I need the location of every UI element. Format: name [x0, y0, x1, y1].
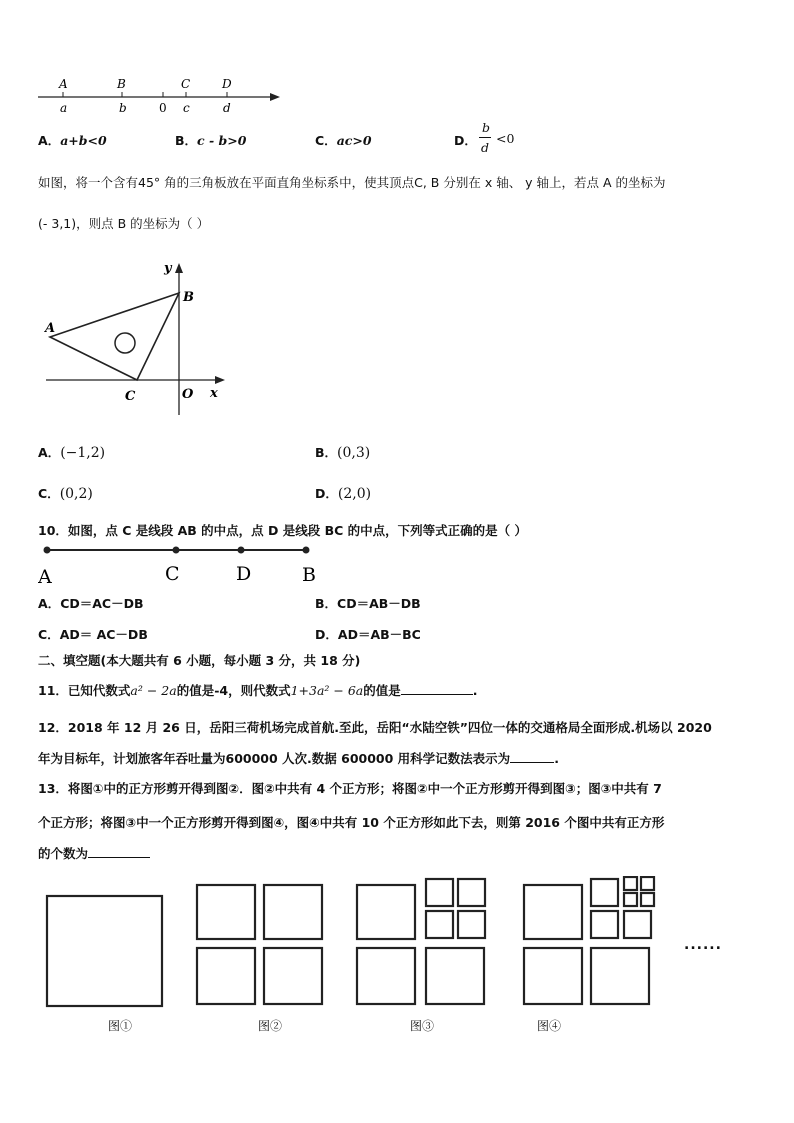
q9-triangle-figure [40, 255, 240, 425]
segment-label-A: A [38, 566, 52, 588]
q8-option-a: A．a+b<0 [38, 133, 107, 148]
value-label-d: d [223, 101, 231, 115]
q13-text-line2: 个正方形；将图③中一个正方形剪开得到图④，图④中共有 10 个正方形如此下去，则第 2016 个图中共有正方形 [38, 815, 665, 830]
q10-option-b: B．CD＝AB－DB [315, 596, 421, 611]
value-label-zero: 0 [159, 101, 167, 115]
q9-option-a: A．(−1,2) [38, 445, 106, 461]
q13-text-line3: 的个数为 [38, 844, 150, 862]
point-label-A: A [59, 77, 68, 91]
point-label-B: B [117, 77, 126, 91]
value-label-b: b [119, 101, 127, 115]
q13-squares-figure [40, 876, 760, 1008]
q9-option-c: C．(0,2) [38, 486, 93, 502]
section-heading-fill-in: 二、填空题(本大题共有 6 小题，每小题 3 分，共 18 分) [38, 653, 361, 668]
q10-option-d: D．AD＝AB－BC [315, 627, 421, 642]
point-label-C: C [181, 77, 191, 91]
q10-option-c: C．AD＝ AC－DB [38, 627, 148, 642]
q12-text-line1: 12．2018 年 12 月 26 日，岳阳三荷机场完成首航.至此，岳阳“水陆空铁”四位一体的交通格局全面形成.机场以 2020 [38, 720, 712, 735]
caption-fig2: 图② [258, 1019, 283, 1033]
axis-label-y: y [164, 261, 172, 276]
number-line-figure [30, 70, 290, 118]
q9-text-line2: (- 3,1)，则点 B 的坐标为（ ） [38, 216, 210, 231]
point-label-D: D [222, 77, 232, 91]
value-label-a: a [60, 101, 68, 115]
q9-text-line1: 如图，将一个含有45° 角的三角板放在平面直角坐标系中，使其顶点C, B 分别在 x 轴、 y 轴上，若点 A 的坐标为 [38, 175, 666, 190]
q11-text: 11．已知代数式a² − 2a的值是-4，则代数式1+3a² − 6a的值是 . [38, 683, 478, 698]
q8-option-b: B．c - b>0 [175, 133, 247, 148]
q10-segment-figure [38, 540, 328, 588]
q10-option-a: A．CD＝AC－DB [38, 596, 144, 611]
segment-label-D: D [236, 563, 252, 585]
axis-label-x: x [210, 386, 218, 401]
q10-text: 10．如图，点 C 是线段 AB 的中点，点 D 是线段 BC 的中点，下列等式正确的是（ ） [38, 523, 528, 538]
q8-option-c: C．ac>0 [315, 133, 372, 148]
segment-label-C: C [165, 563, 180, 585]
origin-label-O: O [182, 387, 194, 402]
q13-answer-blank[interactable] [88, 845, 150, 858]
q12-text-line2: 年为目标年，计划旅客年吞吐量为600000 人次.数据 600000 用科学记数法表示为 . [38, 751, 559, 766]
q12-answer-blank[interactable] [510, 750, 554, 763]
q9-option-d: D．(2,0) [315, 486, 372, 502]
caption-fig4: 图④ [537, 1019, 562, 1033]
vertex-label-C: C [125, 389, 136, 404]
fraction-bar [479, 137, 491, 138]
vertex-label-B: B [183, 290, 194, 305]
q11-answer-blank[interactable] [401, 682, 473, 695]
q13-ellipsis: ...... [684, 937, 722, 953]
vertex-label-A: A [45, 321, 56, 336]
segment-label-B: B [302, 564, 316, 586]
q13-text-line1: 13．将图①中的正方形剪开得到图②．图②中共有 4 个正方形；将图②中一个正方形剪开得到图③；图③中共有 7 [38, 781, 662, 796]
caption-fig3: 图③ [410, 1019, 435, 1033]
fig1-square [47, 896, 162, 1006]
value-label-c: c [183, 101, 190, 115]
caption-fig1: 图① [108, 1019, 133, 1033]
q9-option-b: B．(0,3) [315, 445, 371, 461]
